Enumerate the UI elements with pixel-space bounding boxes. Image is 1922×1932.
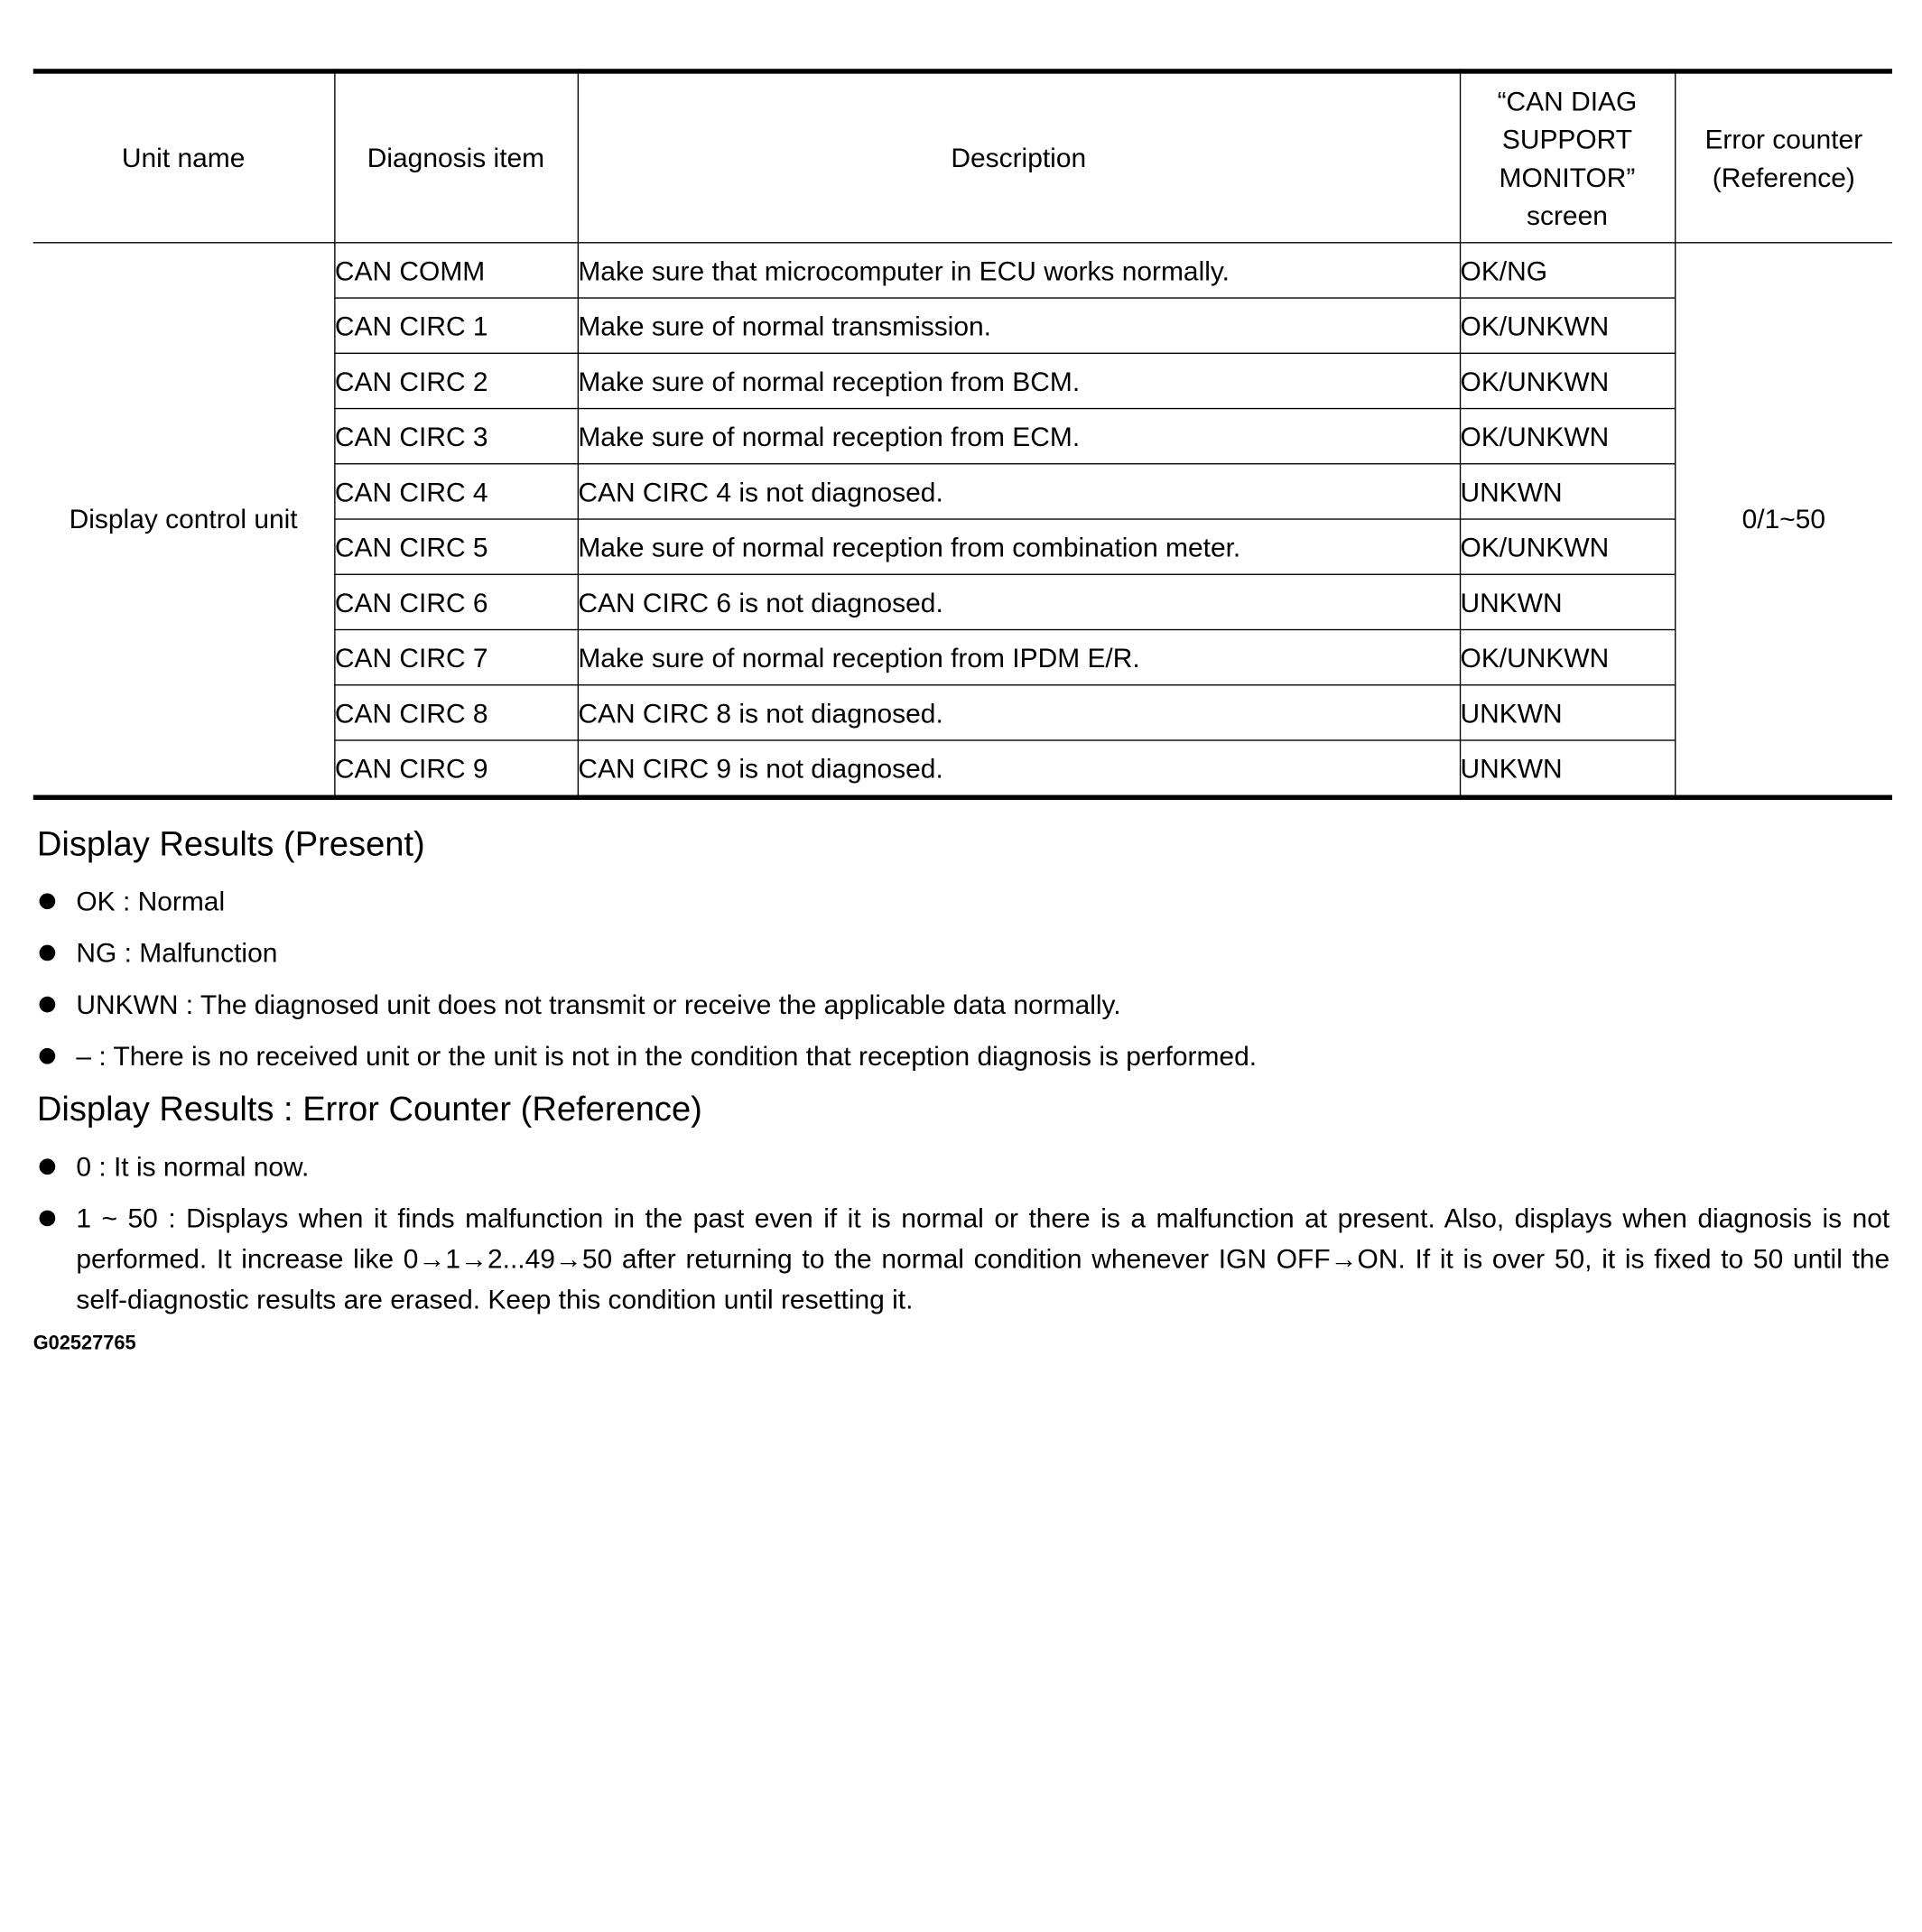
unit-name-cell: Display control unit (33, 243, 334, 797)
header-unit-name: Unit name (33, 71, 334, 243)
header-screen-line: MONITOR” (1499, 161, 1636, 192)
header-screen (1460, 71, 1675, 243)
present-results-list (37, 881, 1880, 1088)
header-error-counter (1675, 71, 1892, 243)
description-cell: CAN CIRC 9 is not diagnosed. (578, 740, 1460, 797)
diagnosis-item-cell: CAN CIRC 9 (334, 740, 577, 797)
screen-value-cell: UNKWN (1460, 464, 1675, 519)
screen-value-cell: UNKWN (1460, 685, 1675, 740)
error-counter-title: Display Results : Error Counter (Reference) (36, 1090, 702, 1129)
screen-value-cell: OK/UNKWN (1460, 630, 1675, 685)
description-cell: Make sure of normal reception from IPDM E/R. (578, 630, 1460, 685)
description-cell: Make sure of normal transmission. (578, 298, 1460, 353)
header-screen-line: “CAN DIAG (1497, 85, 1638, 116)
error-counter-list (37, 1147, 1890, 1331)
table-header-row (33, 71, 1892, 243)
list-item-text: 0 : It is normal now. (76, 1151, 310, 1183)
description-cell: CAN CIRC 8 is not diagnosed. (578, 685, 1460, 740)
screen-value-cell: OK/NG (1460, 243, 1675, 298)
description-cell: Make sure of normal reception from combination meter. (578, 519, 1460, 574)
diagnosis-item-cell: CAN COMM (334, 243, 577, 298)
error-counter-cell: 0/1~50 (1675, 243, 1892, 797)
list-item (37, 1036, 1880, 1076)
reference-code: G02527765 (32, 1333, 136, 1354)
diagnosis-item-cell: CAN CIRC 6 (334, 574, 577, 629)
description-cell: Make sure of normal reception from BCM. (578, 353, 1460, 408)
header-diagnosis-item: Diagnosis item (334, 71, 577, 243)
description-cell: CAN CIRC 6 is not diagnosed. (578, 574, 1460, 629)
diagnosis-item-cell: CAN CIRC 5 (334, 519, 577, 574)
list-item (37, 933, 1880, 973)
diagnosis-item-cell: CAN CIRC 7 (334, 630, 577, 685)
list-item-text: NG : Malfunction (76, 937, 278, 969)
list-item-text: OK : Normal (76, 886, 226, 917)
screen-value-cell: OK/UNKWN (1460, 409, 1675, 464)
description-cell: CAN CIRC 4 is not diagnosed. (578, 464, 1460, 519)
screen-value-cell: OK/UNKWN (1460, 298, 1675, 353)
list-item-text: 1 ~ 50 : Displays when it finds malfunction in the past even if it is normal or there is a malfunction at present. Also, displays when diagnosis is not performed. It increase like 0→1→2...49→50 after returning to the normal condition whenever IGN OFF→ON. If it is over 50, it is fixed to 50 until the self-diagnostic results are erased. Keep this condition until resetting it. (76, 1203, 1890, 1315)
list-item (37, 984, 1880, 1025)
bullet-icon (40, 945, 56, 961)
header-counter-line: Error counter (1704, 123, 1863, 154)
description-cell: Make sure that microcomputer in ECU works normally. (578, 243, 1460, 298)
header-description: Description (578, 71, 1460, 243)
bullet-icon (40, 1048, 56, 1064)
screen-value-cell: OK/UNKWN (1460, 519, 1675, 574)
screen-value-cell: UNKWN (1460, 574, 1675, 629)
diagnosis-item-cell: CAN CIRC 2 (334, 353, 577, 408)
diagnosis-item-cell: CAN CIRC 8 (334, 685, 577, 740)
description-cell: Make sure of normal reception from ECM. (578, 409, 1460, 464)
can-diag-table (33, 69, 1892, 800)
list-item (37, 881, 1880, 922)
diagnosis-item-cell: CAN CIRC 4 (334, 464, 577, 519)
header-screen-line: SUPPORT (1501, 123, 1633, 154)
table-row (33, 243, 1892, 298)
present-results-title: Display Results (Present) (36, 824, 425, 863)
diagnosis-item-cell: CAN CIRC 3 (334, 409, 577, 464)
screen-value-cell: UNKWN (1460, 740, 1675, 797)
list-item (37, 1147, 1890, 1187)
header-counter-line: (Reference) (1712, 161, 1855, 192)
list-item-text: – : There is no received unit or the unit is not in the condition that reception diagnosis is performed. (76, 1040, 1258, 1072)
list-item (37, 1198, 1890, 1320)
header-screen-line: screen (1526, 200, 1608, 231)
bullet-icon (40, 997, 56, 1013)
diagnosis-item-cell: CAN CIRC 1 (334, 298, 577, 353)
list-item-text: UNKWN : The diagnosed unit does not transmit or receive the applicable data normally. (76, 989, 1121, 1020)
screen-value-cell: OK/UNKWN (1460, 353, 1675, 408)
bullet-icon (40, 1158, 56, 1175)
bullet-icon (40, 1211, 56, 1227)
bullet-icon (40, 893, 56, 909)
